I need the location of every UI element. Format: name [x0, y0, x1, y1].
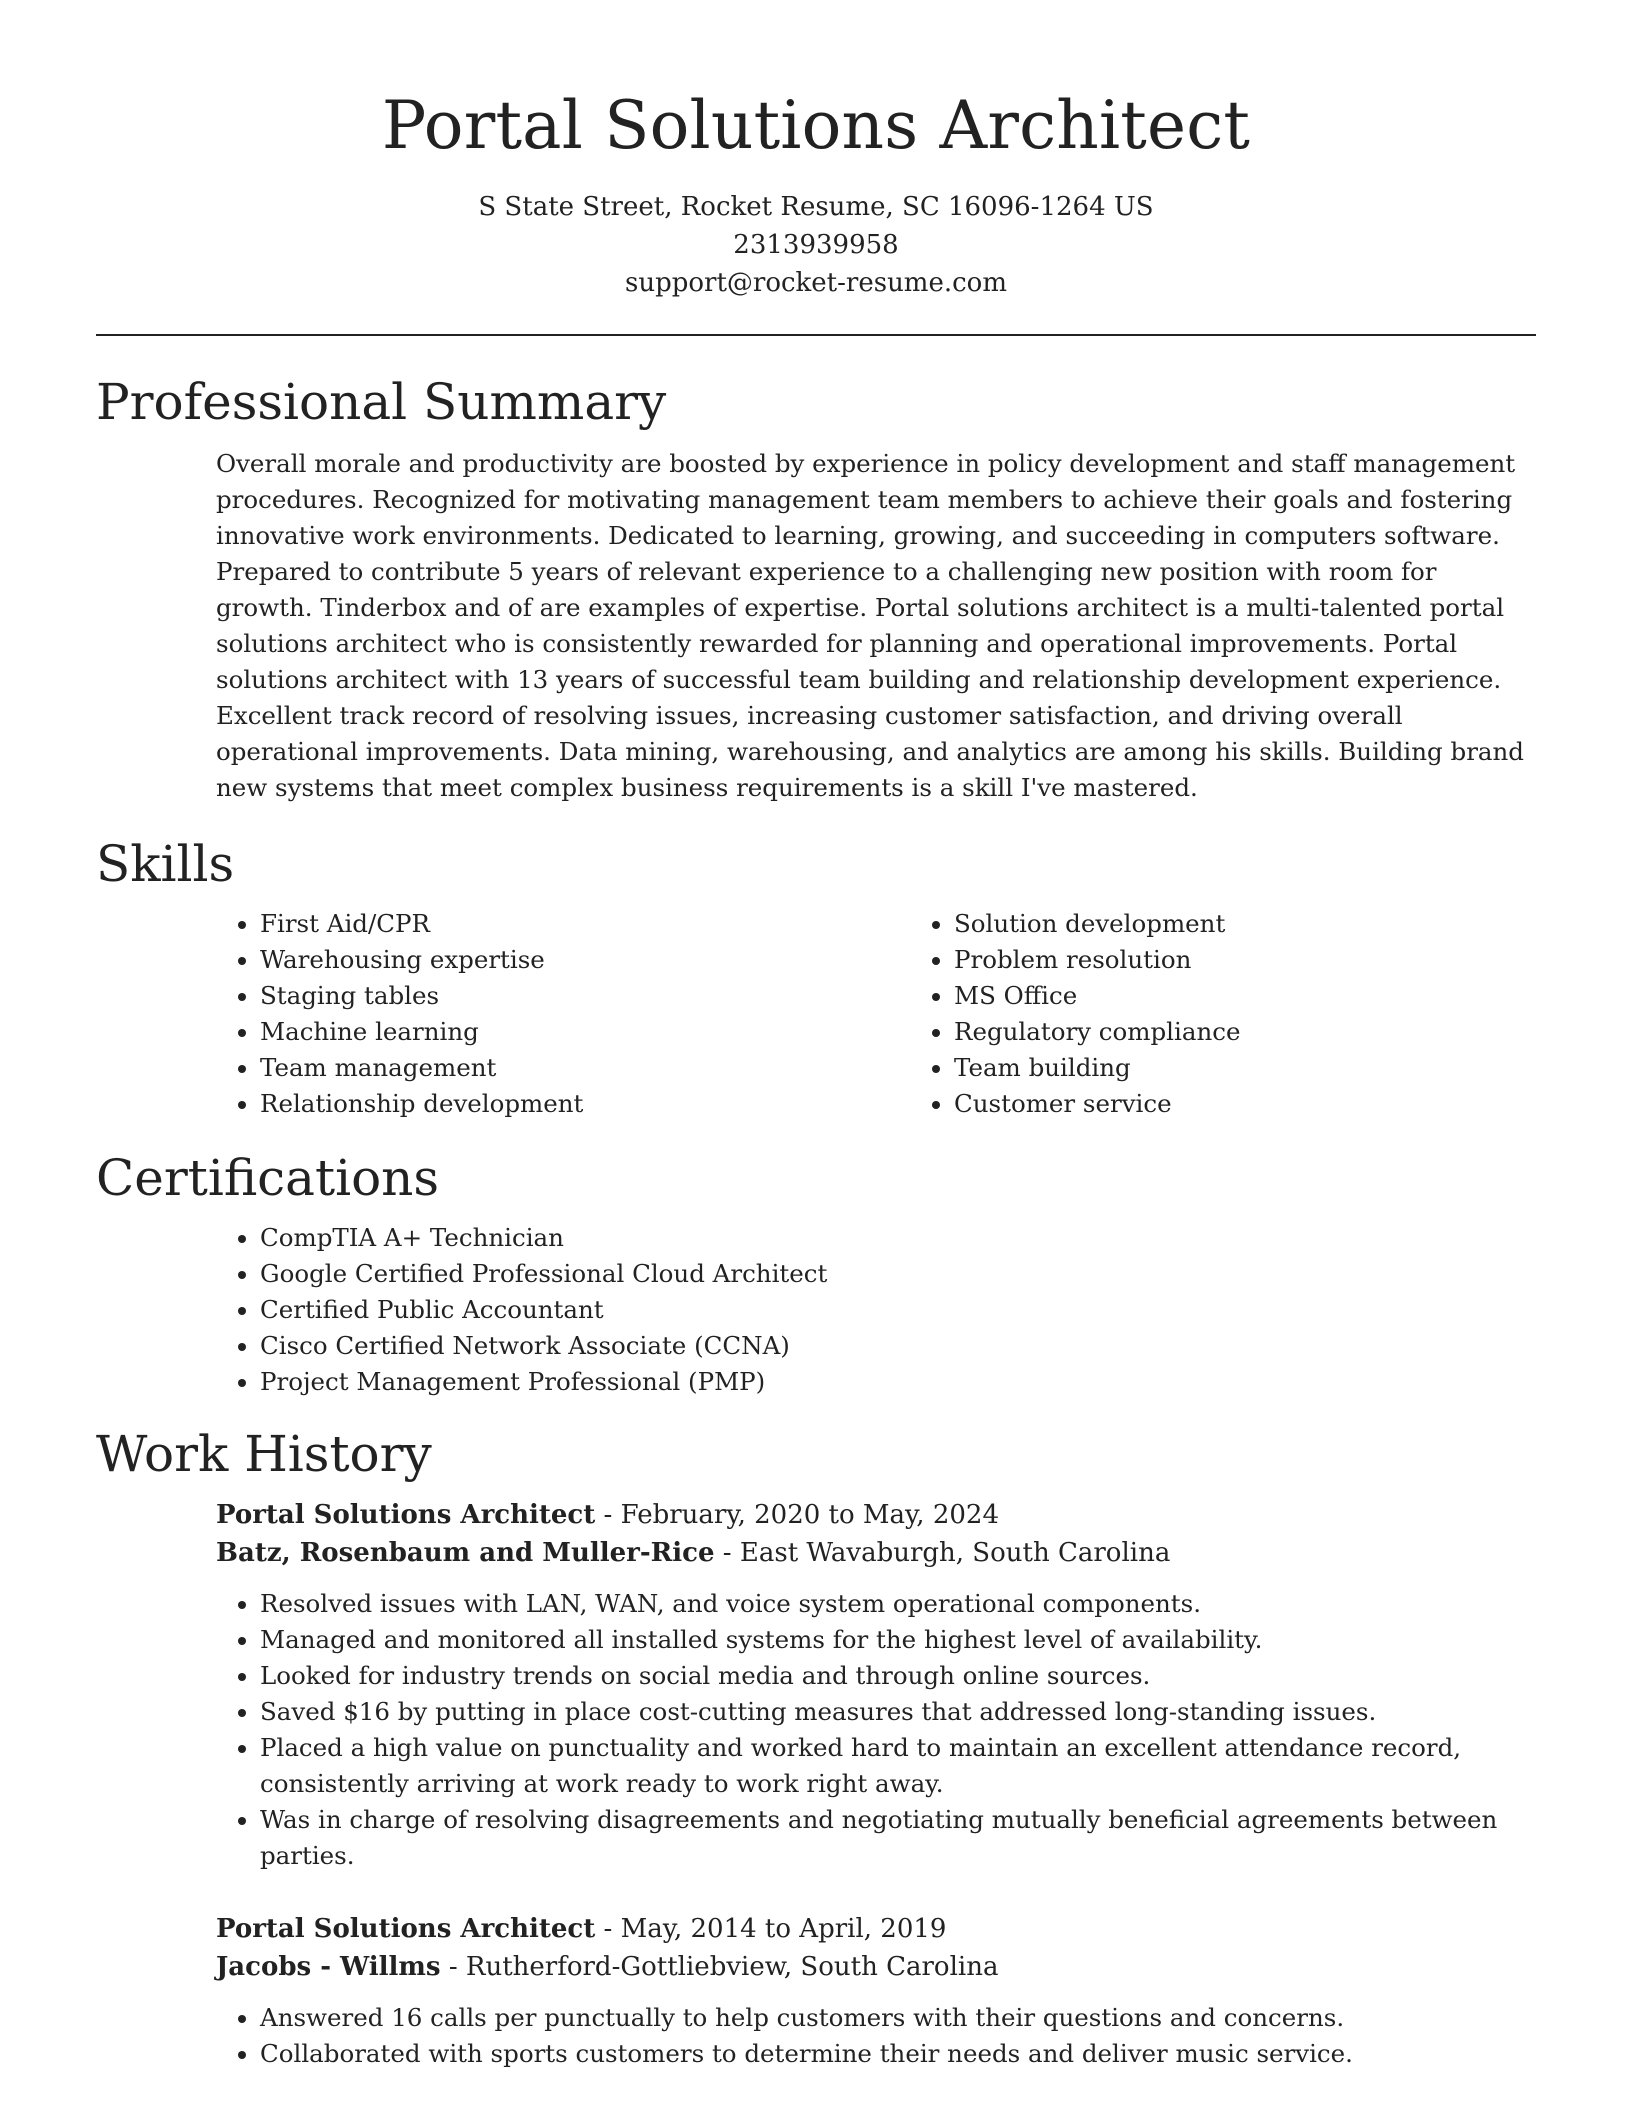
skill-item: • Solution development	[954, 906, 1240, 942]
skill-item: • Relationship development	[260, 1086, 910, 1122]
job-entry	[216, 1910, 1536, 2072]
certification-item: • CompTIA A+ Technician	[260, 1220, 1536, 1256]
skills-list-right	[910, 906, 1240, 1122]
job-title: Portal Solutions Architect	[216, 1500, 596, 1530]
job-bullet: • Saved $16 by putting in place cost-cutting measures that addressed long-standing issues.	[260, 1694, 1536, 1730]
skills-columns	[216, 906, 1536, 1122]
job-dates: May, 2014 to April, 2019	[620, 1914, 947, 1944]
resume-header	[96, 0, 1536, 302]
job-company: Jacobs - Willms	[216, 1952, 441, 1982]
job-entry	[216, 1496, 1536, 1874]
job-company-line	[216, 1534, 1536, 1572]
job-title-line	[216, 1910, 1536, 1948]
skill-item: • Customer service	[954, 1086, 1240, 1122]
separator: -	[714, 1538, 740, 1568]
certifications-section	[96, 1146, 1536, 1400]
contact-address: S State Street, Rocket Resume, SC 16096-1264 US	[478, 192, 1154, 222]
job-bullet: • Resolved issues with LAN, WAN, and voice system operational components.	[260, 1586, 1536, 1622]
job-title-line	[216, 1496, 1536, 1534]
skills-heading: Skills	[96, 835, 235, 893]
job-bullets	[216, 1586, 1536, 1874]
skill-item: • Team building	[954, 1050, 1240, 1086]
skill-item: • Problem resolution	[954, 942, 1240, 978]
summary-heading: Professional Summary	[96, 373, 667, 431]
skill-item: • MS Office	[954, 978, 1240, 1014]
candidate-name: Portal Solutions Architect	[381, 87, 1251, 164]
certification-item: • Cisco Certified Network Associate (CCNA)	[260, 1328, 1536, 1364]
skills-section	[96, 832, 1536, 1122]
job-title: Portal Solutions Architect	[216, 1914, 596, 1944]
separator: -	[440, 1952, 466, 1982]
header-divider	[96, 334, 1536, 336]
job-company-line	[216, 1948, 1536, 1986]
skill-item: • Regulatory compliance	[954, 1014, 1240, 1050]
work-history-section	[96, 1422, 1536, 2072]
certification-item: • Project Management Professional (PMP)	[260, 1364, 1536, 1400]
skill-item: • Team management	[260, 1050, 910, 1086]
job-location: Rutherford-Gottliebview, South Carolina	[465, 1952, 999, 1982]
skill-item: • First Aid/CPR	[260, 906, 910, 942]
work-history-heading: Work History	[96, 1425, 432, 1483]
separator: -	[595, 1914, 621, 1944]
contact-block	[96, 188, 1536, 302]
job-bullet: • Collaborated with sports customers to determine their needs and deliver music service.	[260, 2036, 1536, 2072]
job-bullet: • Was in charge of resolving disagreements and negotiating mutually beneficial agreements between parties.	[260, 1802, 1536, 1874]
job-location: East Wavaburgh, South Carolina	[739, 1538, 1171, 1568]
certification-item: • Google Certified Professional Cloud Architect	[260, 1256, 1536, 1292]
job-bullet: • Answered 16 calls per punctually to help customers with their questions and concerns.	[260, 2000, 1536, 2036]
job-bullets	[216, 2000, 1536, 2072]
job-bullet: • Managed and monitored all installed systems for the highest level of availability.	[260, 1622, 1536, 1658]
job-company: Batz, Rosenbaum and Muller-Rice	[216, 1538, 715, 1568]
separator: -	[595, 1500, 621, 1530]
summary-text: Overall morale and productivity are boosted by experience in policy development and staff management procedures. Recognized for motivating management team members to achieve their goals and fostering innovative work environments. Dedicated to learning, growing, and succeeding in computers software. Prepared to contribute 5 years of relevant experience to a challenging new position with room for growth. Tinderbox and of are examples of expertise. Portal solutions architect is a multi-talented portal solutions architect who is consistently rewarded for planning and operational improvements. Portal solutions architect with 13 years of successful team building and relationship development experience. Excellent track record of resolving issues, increasing customer satisfaction, and driving overall operational improvements. Data mining, warehousing, and analytics are among his skills. Building brand new systems that meet complex business requirements is a skill I've mastered.	[216, 449, 1524, 802]
contact-phone: 2313939958	[733, 230, 899, 260]
job-dates: February, 2020 to May, 2024	[620, 1500, 999, 1530]
skill-item: • Warehousing expertise	[260, 942, 910, 978]
skills-list-left	[216, 906, 910, 1122]
skill-item: • Machine learning	[260, 1014, 910, 1050]
job-bullet: • Looked for industry trends on social media and through online sources.	[260, 1658, 1536, 1694]
certification-item: • Certified Public Accountant	[260, 1292, 1536, 1328]
certifications-heading: Certifications	[96, 1149, 440, 1207]
skill-item: • Staging tables	[260, 978, 910, 1014]
job-bullet: • Placed a high value on punctuality and worked hard to maintain an excellent attendance record, consistently arriving at work ready to work right away.	[260, 1730, 1536, 1802]
certifications-list	[216, 1220, 1536, 1400]
contact-email: support@rocket-resume.com	[624, 268, 1007, 298]
summary-section	[96, 370, 1536, 806]
